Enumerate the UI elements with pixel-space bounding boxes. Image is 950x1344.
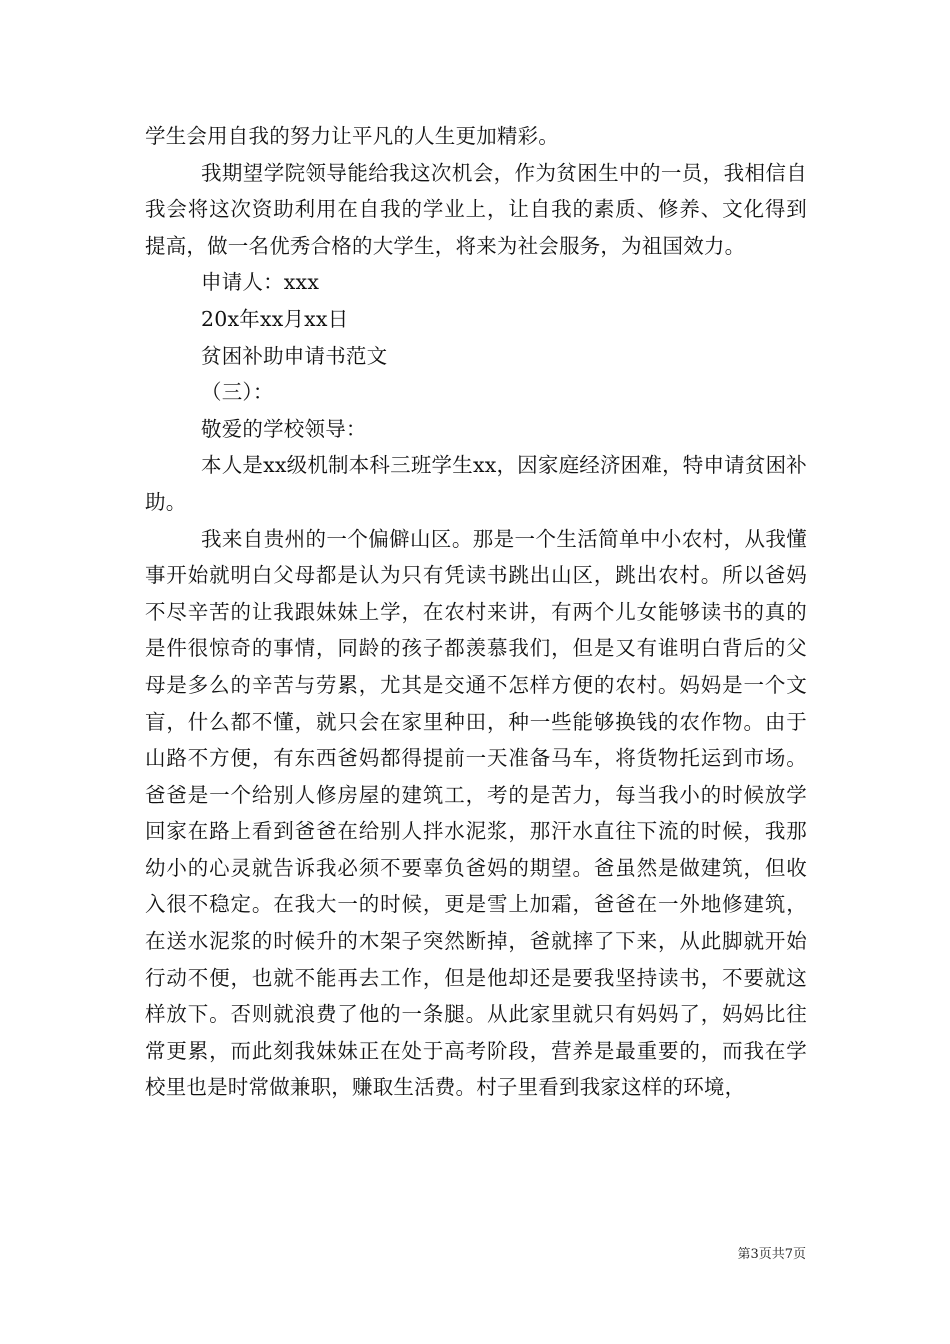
salutation: 敬爱的学校领导： <box>201 416 367 441</box>
page-number: 第3页共7页 <box>737 1247 806 1262</box>
paragraph-intro: 本人是xx级机制本科三班学生xx，因家庭经济困难，特申请贫困补助。 <box>145 453 807 514</box>
date-line: 20x年xx月xx日 <box>201 306 349 331</box>
paragraph-background: 我来自贵州的一个偏僻山区。那是一个生活简单中小农村，从我懂事开始就明白父母都是认为只有凭读书跳出山区，跳出农村。所以爸妈不尽辛苦的让我跟妹妹上学，在农村来讲，有两个儿女能够读书的真的是件很惊奇的事情，同龄的孩子都羡慕我们，但是又有谁明白背后的父母是多么的辛苦与劳累，尤其是交通不怎样方便的农村。妈妈是一个文盲，什么都不懂，就只会在家里种田，种一些能够换钱的农作物。由于山路不方便，有东西爸妈都得提前一天准备马车，将货物托运到市场。爸爸是一个给别人修房屋的建筑工，考的是苦力，每当我小的时候放学回家在路上看到爸爸在给别人拌水泥浆，那汗水直往下流的时候，我那幼小的心灵就告诉我必须不要辜负爸妈的期望。爸虽然是做建筑，但收入很不稳定。在我大一的时候，更是雪上加霜，爸爸在一外地修建筑，在送水泥浆的时候升的木架子突然断掉，爸就摔了下来，从此脚就开始行动不便，也就不能再去工作，但是他却还是要我坚持读书，不要就这样放下。否则就浪费了他的一条腿。从此家里就只有妈妈了，妈妈比往常更累，而此刻我妹妹正在处于高考阶段，营养是最重要的，而我在学校里也是时常做兼职，赚取生活费。村子里看到我家这样的环境， <box>145 526 807 1100</box>
paragraph-continuation: 学生会用自我的努力让平凡的人生更加精彩。 <box>145 124 559 148</box>
section-title: 贫困补助申请书范文 <box>201 343 388 368</box>
document-body <box>145 118 807 1106</box>
applicant-line: 申请人：xxx <box>201 270 320 295</box>
section-number: （三）： <box>201 380 274 405</box>
paragraph-hope: 我期望学院领导能给我这次机会，作为贫困生中的一员，我相信自我会将这次资助利用在自我的学业上，让自我的素质、修养、文化得到提高，做一名优秀合格的大学生，将来为社会服务，为祖国效力。 <box>145 160 807 258</box>
